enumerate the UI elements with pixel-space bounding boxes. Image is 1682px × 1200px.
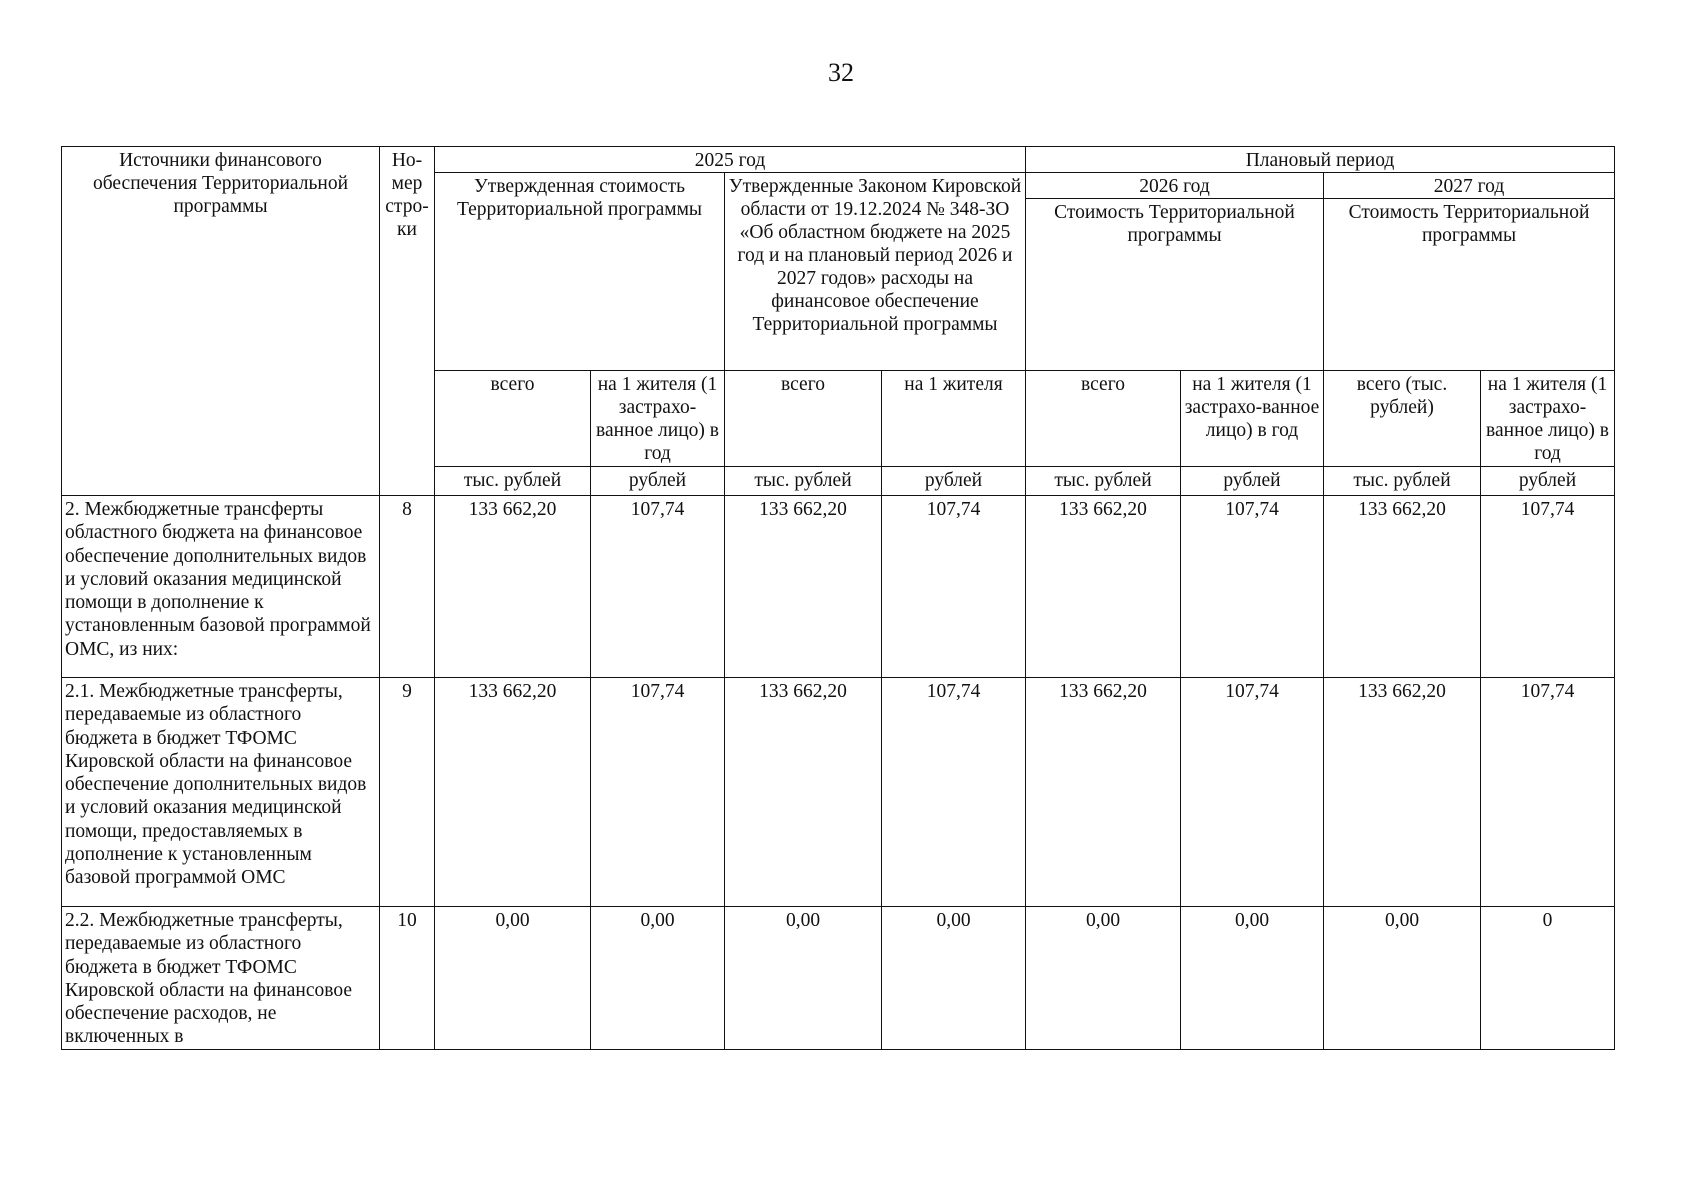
unit-cell: тыс. рублей bbox=[1324, 467, 1481, 496]
row-label: 2. Межбюджетные трансферты областного бюджета на финансовое обеспечение дополнительных видов и условий оказания медицинской помощи в дополнение к установленным базовой программой ОМС, из них: bbox=[62, 496, 380, 678]
value-cell: 133 662,20 bbox=[1026, 496, 1181, 678]
header-cost-2026: Стоимость Территориальной программы bbox=[1026, 199, 1324, 371]
col-law-per-capita: на 1 жителя bbox=[882, 371, 1026, 467]
col-2025-per-capita: на 1 жителя (1 застрахо-ванное лицо) в год bbox=[591, 371, 725, 467]
header-approved-cost: Утвержденная стоимость Территориальной программы bbox=[435, 173, 725, 371]
header-cost-2027: Стоимость Территориальной программы bbox=[1324, 199, 1615, 371]
value-cell: 107,74 bbox=[882, 496, 1026, 678]
header-year-2025: 2025 год bbox=[435, 147, 1026, 173]
row-number: 9 bbox=[380, 678, 435, 907]
value-cell: 0,00 bbox=[435, 907, 591, 1050]
table-row bbox=[62, 496, 1615, 678]
value-cell: 133 662,20 bbox=[435, 496, 591, 678]
row-label: 2.2. Межбюджетные трансферты, передаваемые из областного бюджета в бюджет ТФОМС Кировской области на финансовое обеспечение расходов, не включенных в bbox=[62, 907, 380, 1050]
value-cell: 0,00 bbox=[1026, 907, 1181, 1050]
value-cell: 0,00 bbox=[591, 907, 725, 1050]
value-cell: 133 662,20 bbox=[1026, 678, 1181, 907]
value-cell: 0,00 bbox=[725, 907, 882, 1050]
unit-cell: рублей bbox=[882, 467, 1026, 496]
table-row bbox=[62, 678, 1615, 907]
unit-cell: тыс. рублей bbox=[435, 467, 591, 496]
unit-cell: рублей bbox=[1481, 467, 1615, 496]
value-cell: 133 662,20 bbox=[725, 678, 882, 907]
header-law-expenses: Утвержденные Законом Кировской области от 19.12.2024 № 348-ЗО «Об областном бюджете на 2025 год и на плановый период 2026 и 2027 годов» расходы на финансовое обеспечение Территориальной программы bbox=[725, 173, 1026, 371]
value-cell: 0,00 bbox=[1324, 907, 1481, 1050]
value-cell: 0,00 bbox=[882, 907, 1026, 1050]
header-planned-period: Плановый период bbox=[1026, 147, 1615, 173]
row-label: 2.1. Межбюджетные трансферты, передаваемые из областного бюджета в бюджет ТФОМС Кировской области на финансовое обеспечение дополнительных видов и условий оказания медицинской помощи, предоставляемых в дополнение к установленным базовой программой ОМС bbox=[62, 678, 380, 907]
header-year-2026: 2026 год bbox=[1026, 173, 1324, 199]
value-cell: 107,74 bbox=[882, 678, 1026, 907]
header-year-2027: 2027 год bbox=[1324, 173, 1615, 199]
unit-cell: рублей bbox=[591, 467, 725, 496]
value-cell: 107,74 bbox=[591, 496, 725, 678]
col-2026-total: всего bbox=[1026, 371, 1181, 467]
unit-cell: тыс. рублей bbox=[1026, 467, 1181, 496]
value-cell: 133 662,20 bbox=[1324, 678, 1481, 907]
header-source-column: Источники финансового обеспечения Территориальной программы bbox=[62, 147, 380, 496]
value-cell: 107,74 bbox=[591, 678, 725, 907]
col-law-total: всего bbox=[725, 371, 882, 467]
table-row bbox=[62, 907, 1615, 1050]
col-2025-total: всего bbox=[435, 371, 591, 467]
value-cell: 0,00 bbox=[1181, 907, 1324, 1050]
col-2026-per-capita: на 1 жителя (1 застрахо-ванное лицо) в год bbox=[1181, 371, 1324, 467]
value-cell: 107,74 bbox=[1181, 496, 1324, 678]
col-2027-total: всего (тыс. рублей) bbox=[1324, 371, 1481, 467]
col-2027-per-capita: на 1 жителя (1 застрахо-ванное лицо) в год bbox=[1481, 371, 1615, 467]
value-cell: 133 662,20 bbox=[725, 496, 882, 678]
row-number: 10 bbox=[380, 907, 435, 1050]
value-cell: 107,74 bbox=[1481, 678, 1615, 907]
row-number: 8 bbox=[380, 496, 435, 678]
value-cell: 133 662,20 bbox=[1324, 496, 1481, 678]
value-cell: 107,74 bbox=[1481, 496, 1615, 678]
header-row-number-column: Но-мер стро-ки bbox=[380, 147, 435, 496]
value-cell: 0 bbox=[1481, 907, 1615, 1050]
financing-table bbox=[61, 146, 1615, 1050]
value-cell: 107,74 bbox=[1181, 678, 1324, 907]
value-cell: 133 662,20 bbox=[435, 678, 591, 907]
unit-cell: тыс. рублей bbox=[725, 467, 882, 496]
unit-cell: рублей bbox=[1181, 467, 1324, 496]
page-number: 32 bbox=[828, 58, 854, 87]
